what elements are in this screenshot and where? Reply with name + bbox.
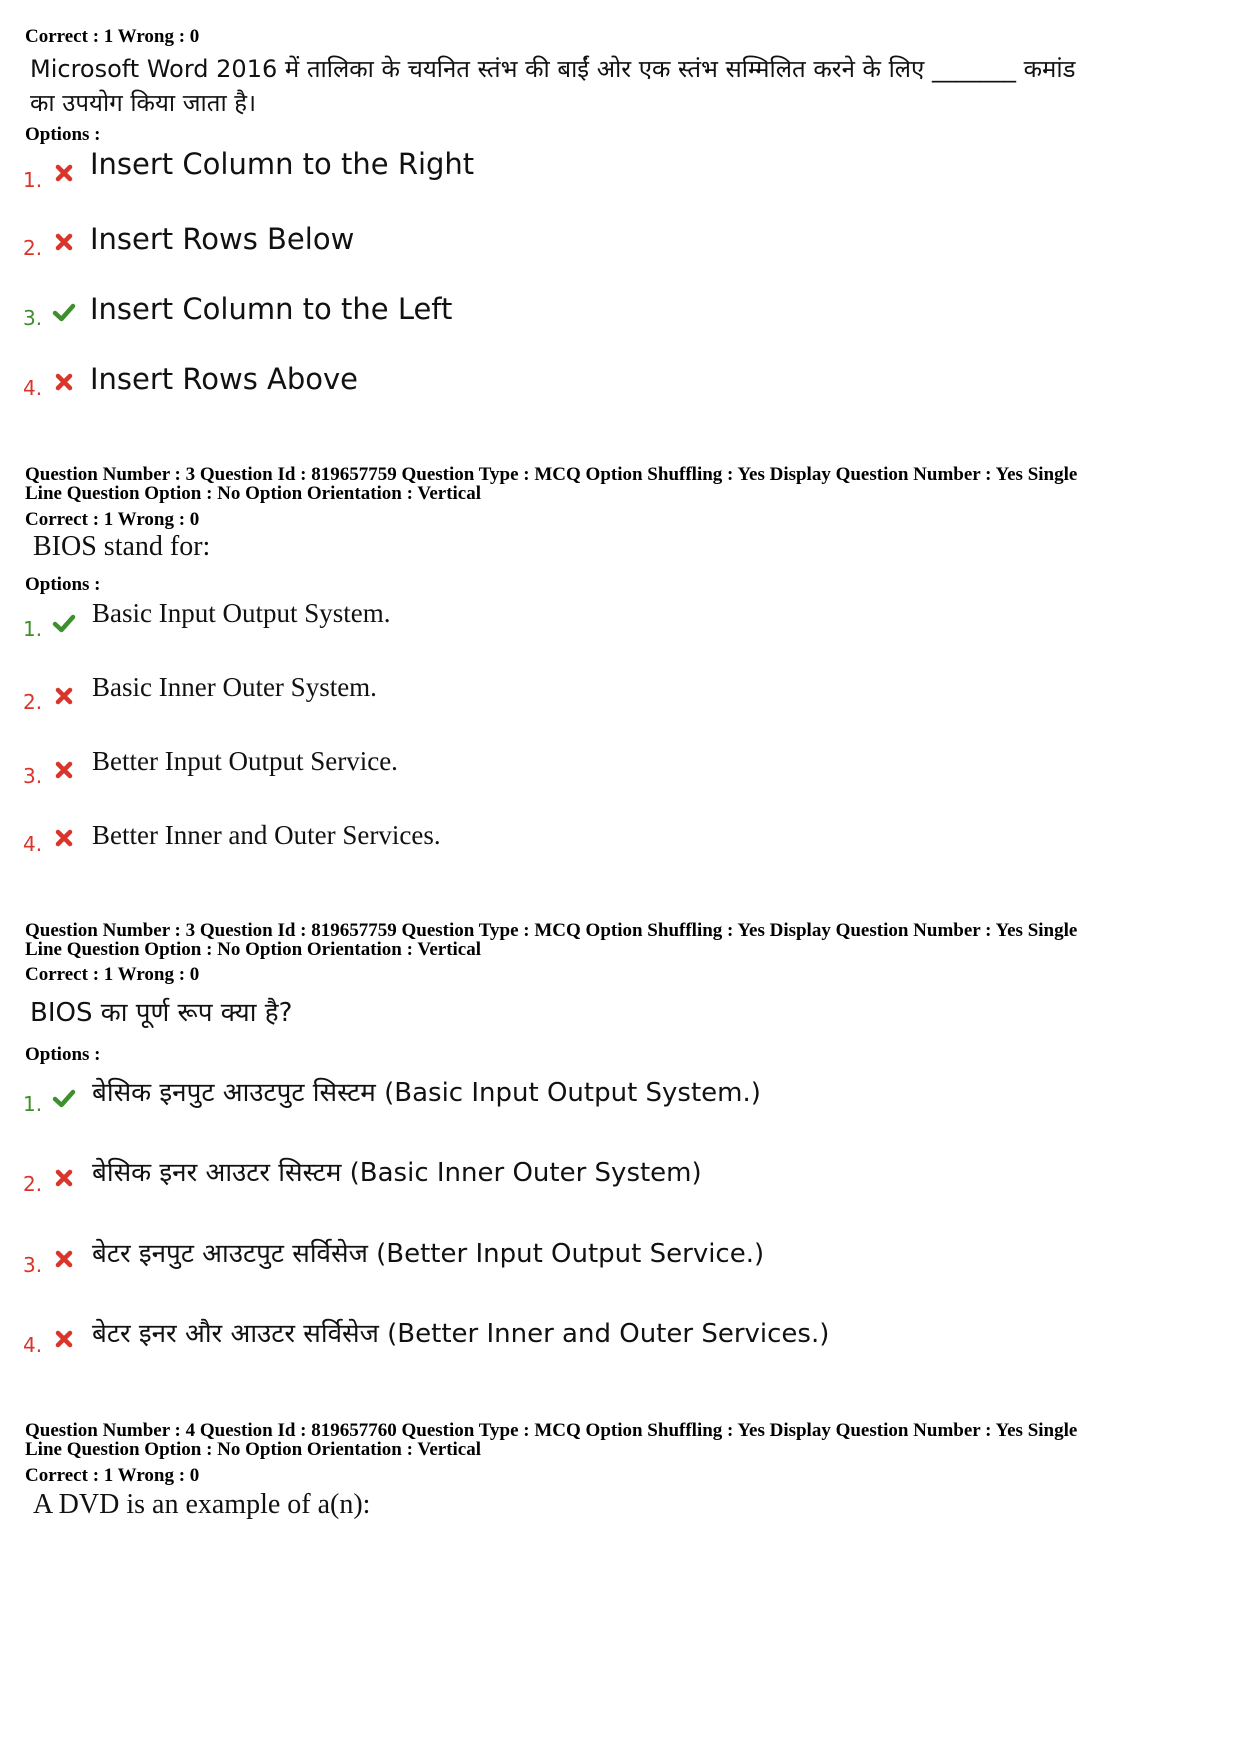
options-label: Options : (25, 574, 101, 595)
option-number: 2. (23, 236, 43, 260)
question-text: BIOS stand for: (33, 531, 211, 562)
question-meta-line-2: Line Question Option : No Option Orientation : Vertical (25, 483, 482, 504)
question-meta-line-1: Question Number : 3 Question Id : 819657759 Question Type : MCQ Option Shuffling : Yes Display Question Number : Yes Single (25, 920, 1078, 941)
option-text: Basic Input Output System. (92, 598, 391, 628)
score-line: Correct : 1 Wrong : 0 (25, 509, 200, 530)
score-line: Correct : 1 Wrong : 0 (25, 964, 200, 985)
option-number: 4. (23, 1333, 43, 1357)
cross-icon (52, 826, 76, 850)
question-text-line-1: Microsoft Word 2016 में तालिका के चयनित स्तंभ की बाईं ओर एक स्तंभ सम्मिलित करने के लिए _______ कमांड (30, 55, 1076, 83)
question-text-line-2: का उपयोग किया जाता है। (30, 89, 257, 117)
option-text: Better Inner and Outer Services. (92, 820, 441, 850)
question-meta-line-1: Question Number : 3 Question Id : 819657759 Question Type : MCQ Option Shuffling : Yes Display Question Number : Yes Single (25, 464, 1078, 485)
option-number: 1. (23, 168, 43, 192)
option-text: Better Input Output Service. (92, 746, 398, 776)
options-label: Options : (25, 1044, 101, 1065)
option-number: 1. (23, 1092, 43, 1116)
question-meta-line-1: Question Number : 4 Question Id : 819657760 Question Type : MCQ Option Shuffling : Yes Display Question Number : Yes Single (25, 1420, 1078, 1441)
option-number: 4. (23, 376, 43, 400)
option-number: 3. (23, 764, 43, 788)
option-number: 2. (23, 690, 43, 714)
question-text: A DVD is an example of a(n): (33, 1489, 371, 1520)
option-number: 4. (23, 832, 43, 856)
options-label: Options : (25, 124, 101, 145)
option-text: Insert Column to the Right (90, 147, 475, 181)
option-text: बेटर इनर और आउटर सर्विसेज (Better Inner and Outer Services.) (92, 1319, 830, 1349)
cross-icon (52, 1166, 76, 1190)
cross-icon (52, 1247, 76, 1271)
option-text: Insert Rows Above (90, 362, 359, 396)
option-number: 3. (23, 306, 43, 330)
check-icon (52, 611, 76, 635)
cross-icon (52, 684, 76, 708)
cross-icon (52, 758, 76, 782)
option-text: बेसिक इनपुट आउटपुट सिस्टम (Basic Input Output System.) (92, 1078, 761, 1108)
option-text: Insert Column to the Left (90, 292, 453, 326)
cross-icon (52, 1327, 76, 1351)
cross-icon (52, 370, 76, 394)
question-text: BIOS का पूर्ण रूप क्या है? (30, 998, 293, 1028)
option-number: 3. (23, 1253, 43, 1277)
option-number: 1. (23, 617, 43, 641)
option-text: बेसिक इनर आउटर सिस्टम (Basic Inner Outer System) (92, 1158, 702, 1188)
cross-icon (52, 230, 76, 254)
option-text: बेटर इनपुट आउटपुट सर्विसेज (Better Input Output Service.) (92, 1239, 765, 1269)
check-icon (52, 300, 76, 324)
option-text: Basic Inner Outer System. (92, 672, 377, 702)
score-line: Correct : 1 Wrong : 0 (25, 26, 200, 47)
option-number: 2. (23, 1172, 43, 1196)
check-icon (52, 1086, 76, 1110)
option-text: Insert Rows Below (90, 222, 355, 256)
score-line: Correct : 1 Wrong : 0 (25, 1465, 200, 1486)
question-meta-line-2: Line Question Option : No Option Orientation : Vertical (25, 1439, 482, 1460)
question-meta-line-2: Line Question Option : No Option Orientation : Vertical (25, 939, 482, 960)
cross-icon (52, 161, 76, 185)
